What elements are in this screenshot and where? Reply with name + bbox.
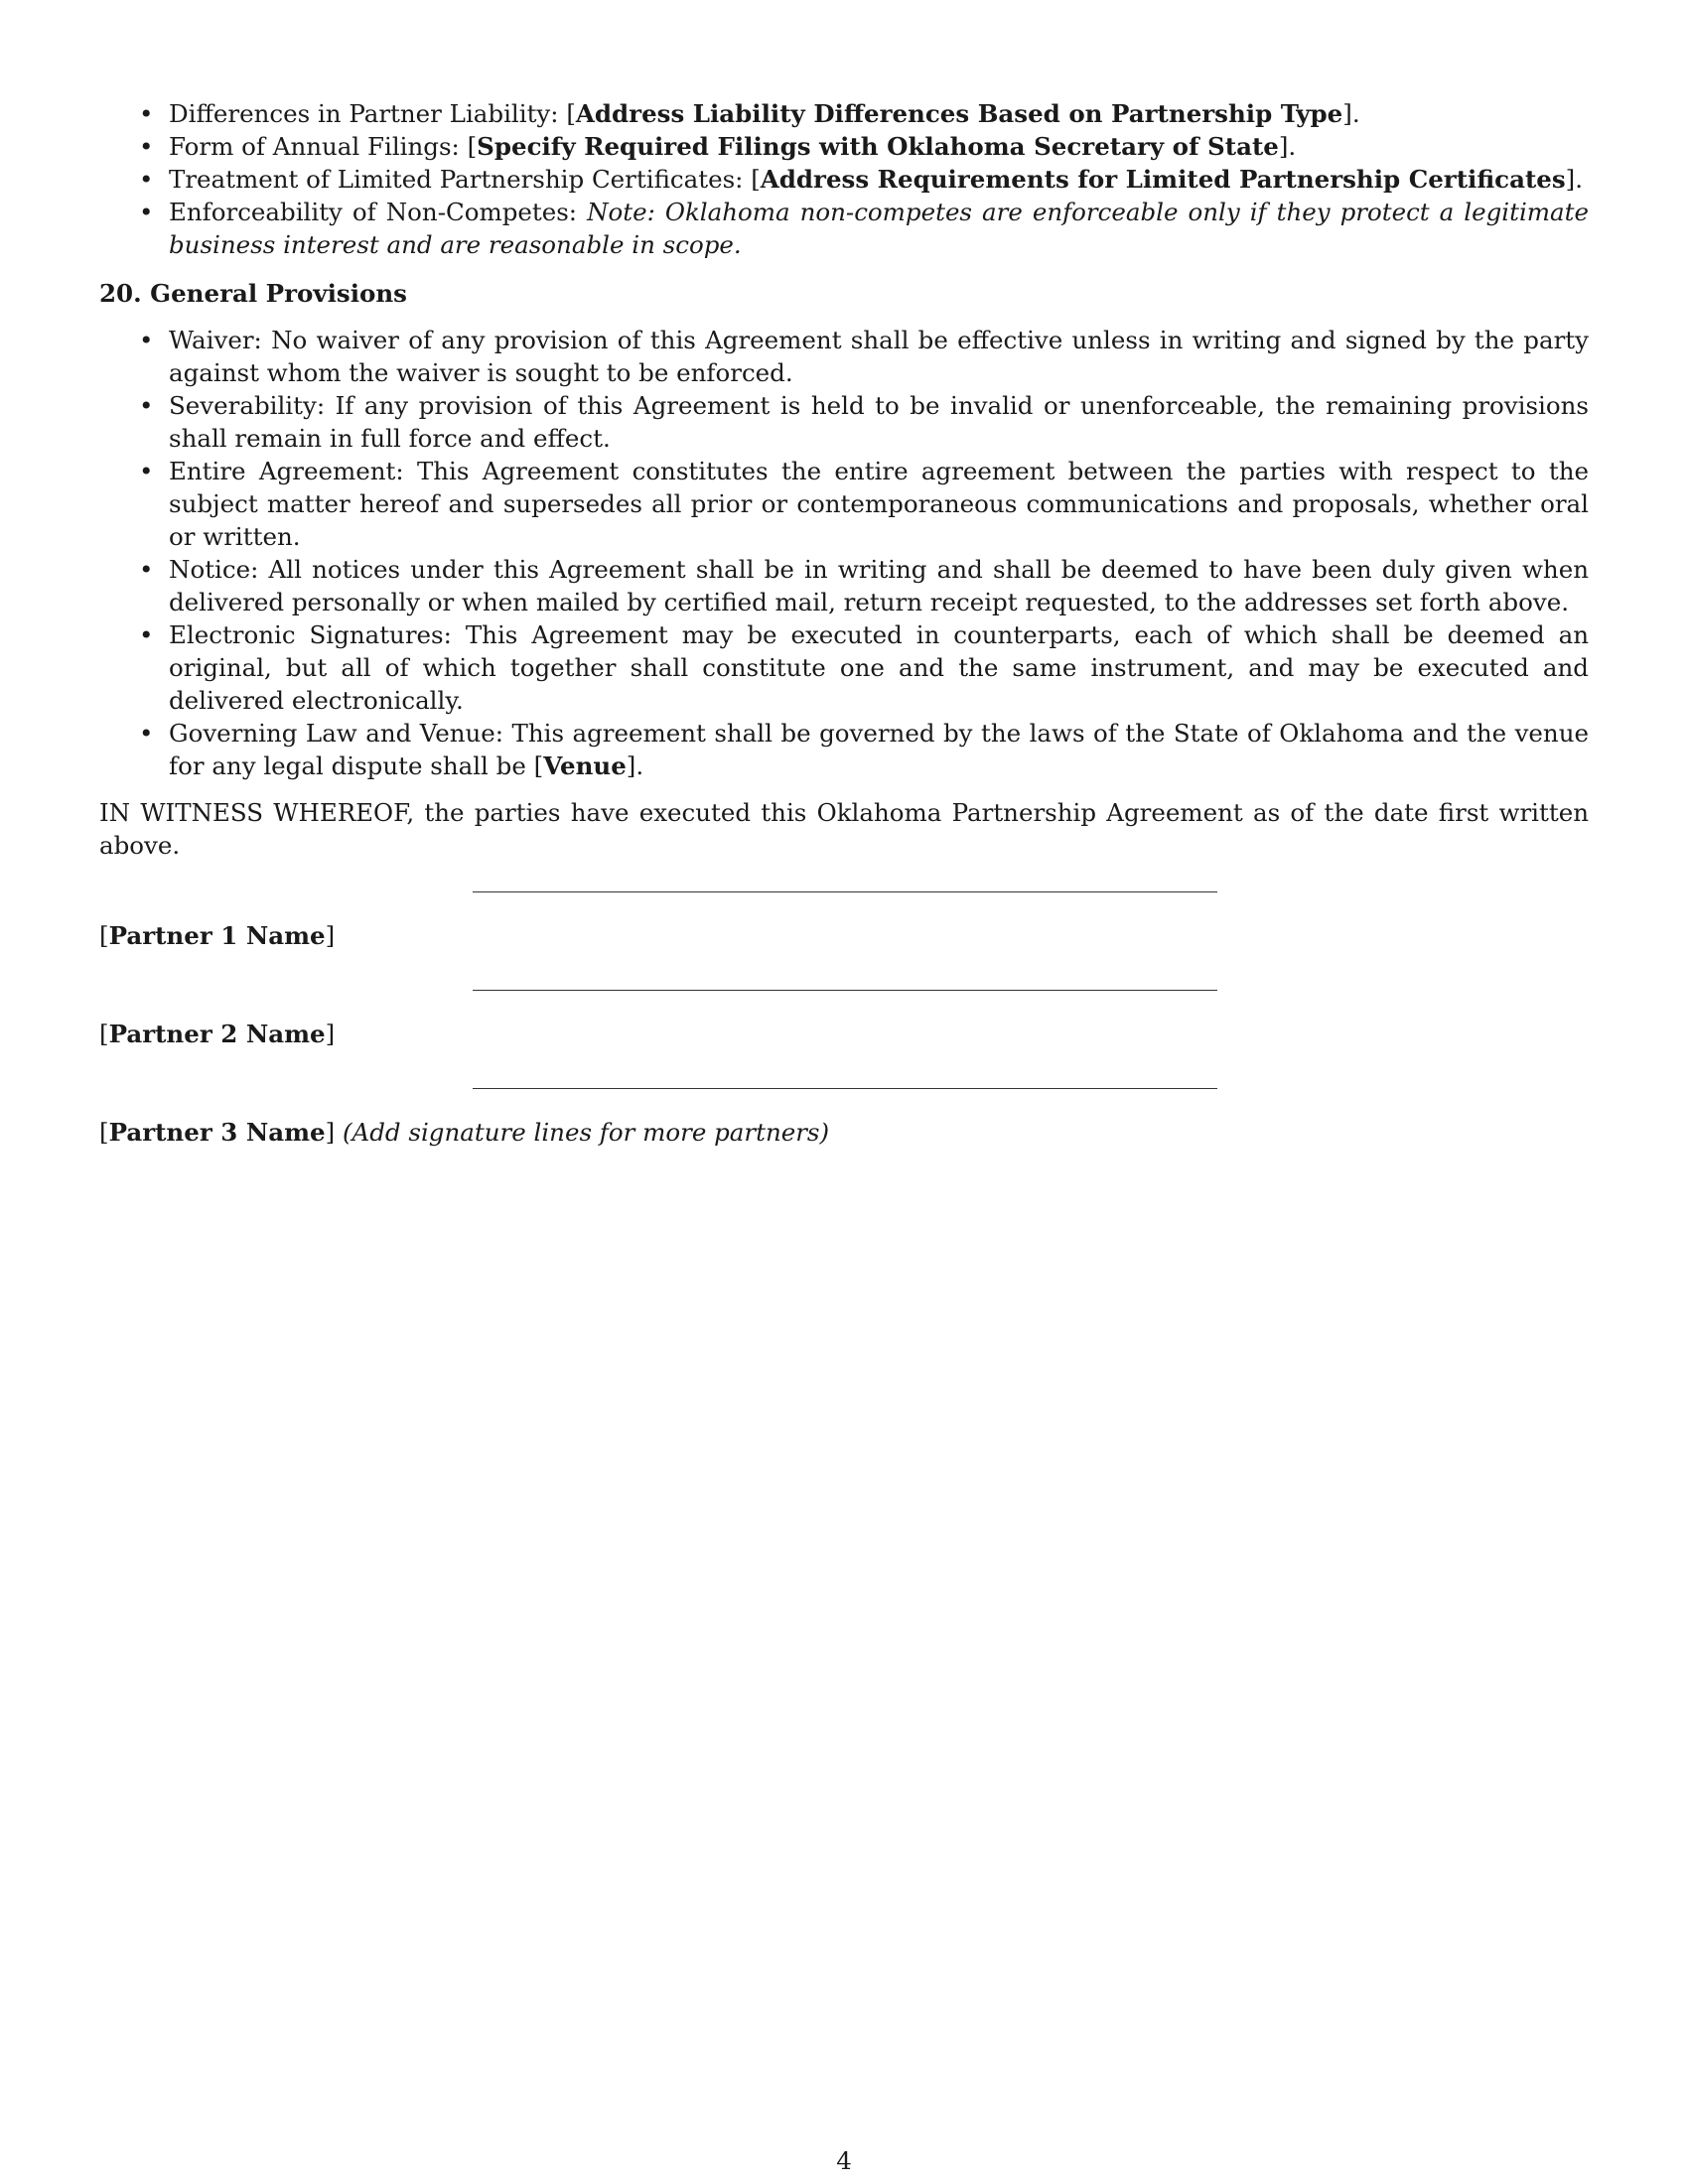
page-number: 4: [836, 2146, 852, 2175]
signature-block-partner-2: [99, 990, 1589, 1088]
placeholder-filings: Specify Required Filings with Oklahoma Secretary of State: [477, 132, 1279, 161]
partner-2-name: [Partner 2 Name]: [99, 1020, 336, 1048]
partner-3-name: [Partner 3 Name] (Add signature lines for more partners): [99, 1118, 830, 1147]
list-item-non-competes: • Enforceability of Non-Competes: Note: Oklahoma non-competes are enforceable only if they protect a legitimate business interest and are reasonable in scope.: [99, 196, 1589, 261]
list-item-annual-filings: • Form of Annual Filings: [Specify Required Filings with Oklahoma Secretary of State].: [99, 130, 1589, 163]
placeholder-liability: Address Liability Differences Based on Partnership Type: [575, 99, 1343, 128]
placeholder-certificates: Address Requirements for Limited Partnership Certificates: [760, 165, 1566, 194]
list-item-entire-agreement: • Entire Agreement: This Agreement constitutes the entire agreement between the parties with respect to the subject matter hereof and supersedes all prior or contemporaneous communications and proposals, whether oral or written.: [99, 455, 1589, 553]
list-item-waiver: • Waiver: No waiver of any provision of this Agreement shall be effective unless in writing and signed by the party against whom the waiver is sought to be enforced.: [99, 324, 1589, 389]
list-item-notice: • Notice: All notices under this Agreement shall be in writing and shall be deemed to have been duly given when delivered personally or when mailed by certified mail, return receipt requested, to the addresses set forth above.: [99, 553, 1589, 618]
signature-line[interactable]: [473, 1088, 1217, 1089]
section-heading-general-provisions: 20. General Provisions: [99, 279, 407, 308]
signature-line[interactable]: [473, 891, 1217, 892]
list-item-lp-certificates: • Treatment of Limited Partnership Certificates: [Address Requirements for Limited Partnership Certificates].: [99, 163, 1589, 196]
non-compete-note: Note: Oklahoma non-competes are enforceable only if they protect a legitimate business interest and are reasonable in scope.: [169, 198, 1589, 259]
list-item-partner-liability: • Differences in Partner Liability: [Address Liability Differences Based on Partnership Type].: [99, 97, 1589, 130]
witness-paragraph: IN WITNESS WHEREOF, the parties have executed this Oklahoma Partnership Agreement as of the date first written above.: [99, 798, 1589, 860]
jurisdiction-bullet-list: [99, 97, 1589, 261]
signature-block-partner-3: [99, 1088, 1589, 1186]
document-page: [99, 97, 1589, 1186]
general-provisions-list: [99, 324, 1589, 782]
partner-1-name: [Partner 1 Name]: [99, 921, 336, 950]
list-item-governing-law: • Governing Law and Venue: This agreement shall be governed by the laws of the State of Oklahoma and the venue for any legal dispute shall be [Venue].: [99, 717, 1589, 782]
list-item-severability: • Severability: If any provision of this Agreement is held to be invalid or unenforceable, the remaining provisions shall remain in full force and effect.: [99, 389, 1589, 455]
placeholder-venue: Venue: [543, 751, 627, 780]
signature-line[interactable]: [473, 990, 1217, 991]
signature-block-partner-1: [99, 891, 1589, 990]
list-item-electronic-signatures: • Electronic Signatures: This Agreement may be executed in counterparts, each of which shall be deemed an original, but all of which together shall constitute one and the same instrument, and may be executed and delivered electronically.: [99, 618, 1589, 717]
add-signature-note: (Add signature lines for more partners): [342, 1118, 830, 1147]
